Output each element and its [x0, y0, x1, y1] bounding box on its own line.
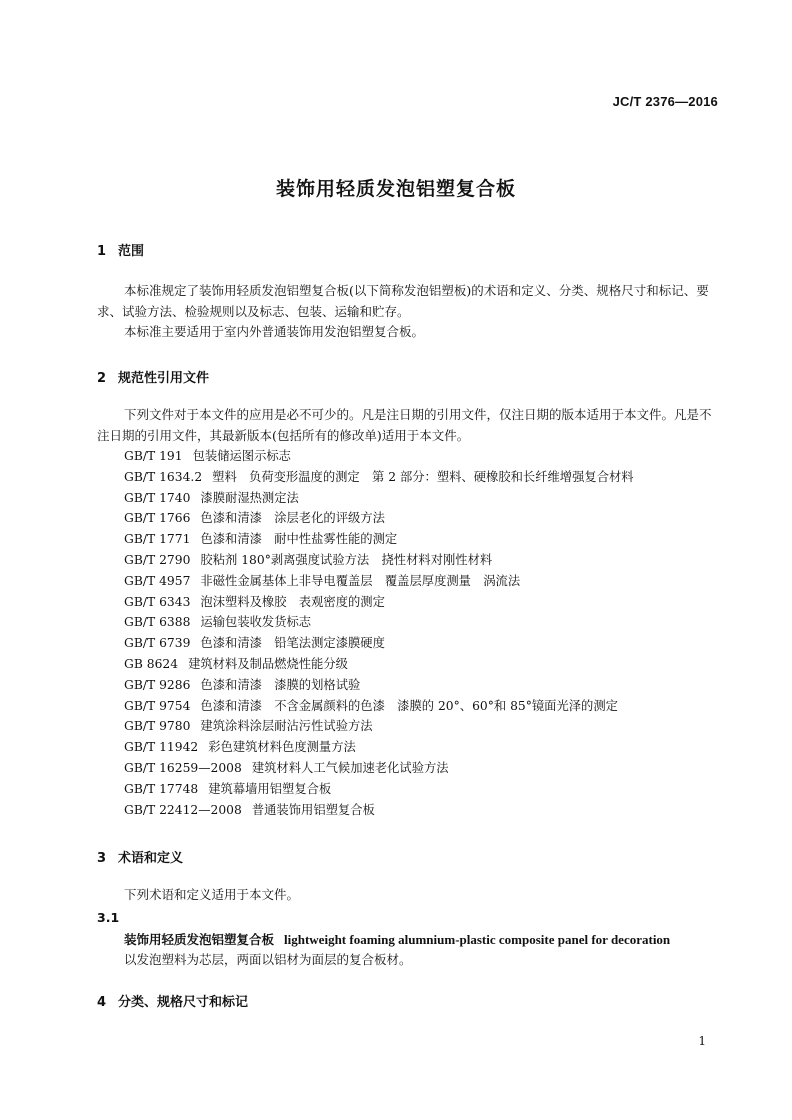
reference-item: [124, 510, 634, 531]
reference-title: 非磁性金属基体上非导电覆盖层 覆盖层厚度测量 涡流法: [200, 573, 521, 588]
reference-title: 色漆和清漆 铅笔法测定漆膜硬度: [200, 636, 385, 651]
reference-code: GB/T 6739: [124, 636, 191, 651]
section-title: 分类、规格尺寸和标记: [118, 995, 249, 1010]
section-title: 范围: [118, 244, 145, 259]
reference-code: GB/T 9754: [124, 698, 191, 713]
reference-item: [124, 614, 634, 635]
reference-item: [124, 635, 634, 656]
section-title: 术语和定义: [118, 851, 184, 866]
term-chinese: 装饰用轻质发泡铝塑复合板: [124, 932, 275, 947]
reference-item: [124, 490, 634, 511]
section-2-heading: [97, 367, 209, 386]
reference-title: 建筑幕墙用铝塑复合板: [208, 781, 332, 796]
reference-title: 塑料 负荷变形温度的测定 第 2 部分：塑料、硬橡胶和长纤维增强复合材料: [212, 469, 634, 484]
reference-title: 建筑材料人工气候加速老化试验方法: [251, 760, 449, 775]
reference-title: 泡沫塑料及橡胶 表观密度的测定: [200, 594, 385, 609]
reference-item: [124, 802, 634, 823]
reference-code: GB/T 22412—2008: [124, 802, 242, 817]
reference-title: 漆膜耐湿热测定法: [200, 490, 299, 505]
reference-item: [124, 739, 634, 760]
scope-paragraph-2: 本标准主要适用于室内外普通装饰用发泡铝塑复合板。: [124, 324, 425, 339]
reference-item: [124, 677, 634, 698]
standard-code: JC/T 2376—2016: [612, 94, 718, 109]
reference-item: [124, 573, 634, 594]
reference-code: GB/T 191: [124, 449, 183, 463]
reference-code: GB/T 6343: [124, 594, 191, 609]
reference-code: GB/T 1766: [124, 511, 191, 526]
section-number: 4: [97, 995, 107, 1010]
normative-references-list: [124, 448, 634, 822]
reference-title: 色漆和清漆 不含金属颜料的色漆 漆膜的 20°、60°和 85°镜面光泽的测定: [200, 698, 618, 713]
reference-item: [124, 656, 634, 677]
reference-item: [124, 531, 634, 552]
document-title: 装饰用轻质发泡铝塑复合板: [275, 178, 516, 200]
reference-title: 建筑材料及制品燃烧性能分级: [188, 656, 348, 671]
section-3-heading: [97, 847, 183, 866]
reference-code: GB/T 2790: [124, 552, 191, 567]
page-number: 1: [698, 1034, 706, 1048]
reference-item: [124, 594, 634, 615]
reference-title: 色漆和清漆 漆膜的划格试验: [200, 677, 361, 692]
section-title: 规范性引用文件: [118, 371, 210, 386]
term-entry: [124, 930, 670, 948]
paragraph-text: 本标准规定了装饰用轻质发泡铝塑复合板(以下简称发泡铝塑板)的术语和定义、分类、规格尺寸和标记、要求、试验方法、检验规则以及标志、包装、运输和贮存。: [97, 283, 709, 319]
section-1-heading: [97, 240, 144, 259]
references-intro: [97, 405, 719, 446]
paragraph-text: 下列文件对于本文件的应用是必不可少的。凡是注日期的引用文件，仅注日期的版本适用于本文件。凡是不注日期的引用文件，其最新版本(包括所有的修改单)适用于本文件。: [97, 407, 712, 443]
reference-code: GB/T 17748: [124, 781, 199, 796]
reference-title: 普通装饰用铝塑复合板: [251, 802, 375, 817]
reference-title: 建筑涂料涂层耐沾污性试验方法: [200, 719, 373, 734]
section-number: 1: [97, 244, 107, 259]
reference-item: [124, 760, 634, 781]
reference-title: 胶粘剂 180°剥离强度试验方法 挠性材料对刚性材料: [200, 552, 493, 567]
reference-item: [124, 698, 634, 719]
reference-code: GB/T 9286: [124, 677, 191, 692]
reference-item: [124, 552, 634, 573]
reference-title: 色漆和清漆 涂层老化的评级方法: [200, 511, 385, 526]
reference-title: 彩色建筑材料色度测量方法: [208, 740, 356, 755]
scope-paragraph-1: [97, 281, 719, 322]
reference-item: [124, 781, 634, 802]
term-english: lightweight foaming alumnium-plastic composite panel for decoration: [284, 932, 671, 947]
reference-item: [124, 448, 634, 469]
reference-code: GB 8624: [124, 656, 179, 671]
section-number: 3: [97, 851, 107, 866]
term-definition: 以发泡塑料为芯层，两面以铝材为面层的复合板材。: [124, 952, 412, 967]
reference-item: [124, 469, 634, 490]
reference-code: GB/T 16259—2008: [124, 760, 242, 775]
section-4-heading: [97, 991, 248, 1010]
reference-code: GB/T 1634.2: [124, 469, 203, 484]
reference-code: GB/T 4957: [124, 573, 191, 588]
reference-title: 包装储运图示标志: [192, 449, 291, 463]
reference-code: GB/T 11942: [124, 740, 199, 755]
reference-title: 运输包装收发货标志: [200, 615, 312, 630]
reference-code: GB/T 9780: [124, 719, 191, 734]
terms-intro: 下列术语和定义适用于本文件。: [124, 887, 300, 902]
section-number: 2: [97, 371, 107, 386]
reference-code: GB/T 1740: [124, 490, 191, 505]
reference-code: GB/T 1771: [124, 532, 191, 547]
reference-code: GB/T 6388: [124, 615, 191, 630]
term-number: 3.1: [97, 910, 120, 925]
reference-item: [124, 718, 634, 739]
reference-title: 色漆和清漆 耐中性盐雾性能的测定: [200, 532, 398, 547]
